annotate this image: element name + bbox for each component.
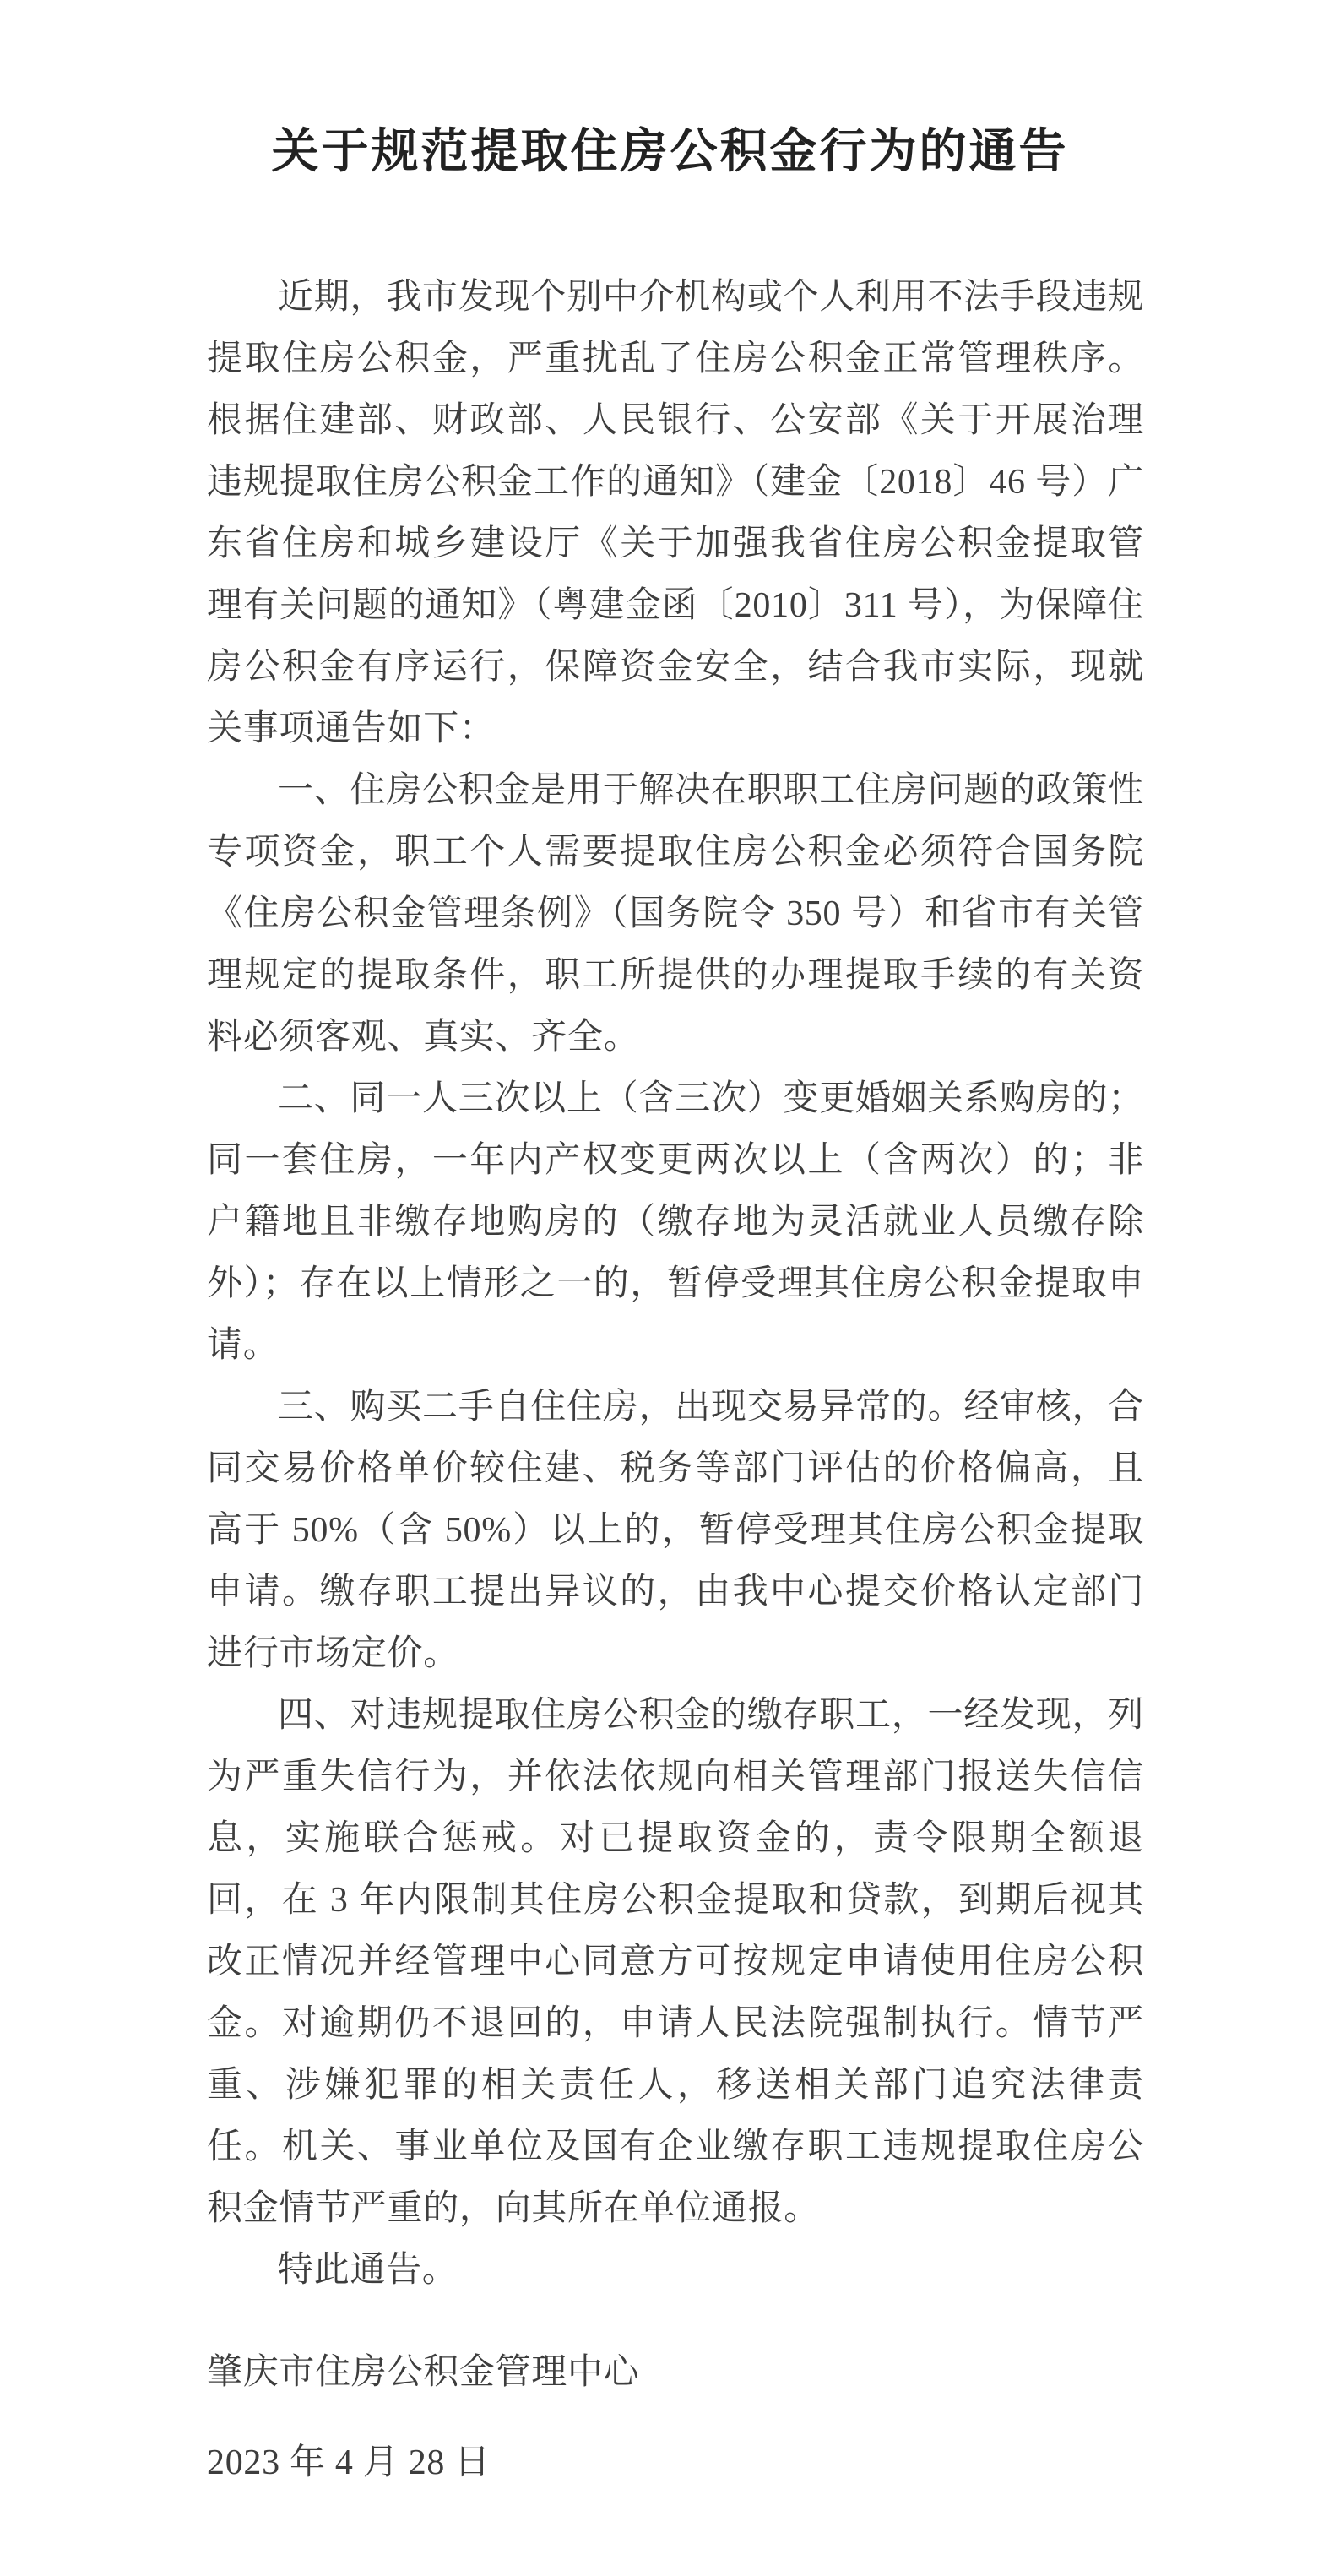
issuer-signature: 肇庆市住房公积金管理中心	[207, 2353, 640, 2392]
paragraph-item-2: 二、同一人三次以上（含三次）变更婚姻关系购房的；同一套住房，一年内产权变更两次以上（含两次）的；非户籍地且非缴存地购房的（缴存地为灵活就业人员缴存除外）；存在以上情形之一的，暂停受理其住房公积金提取申请。	[207, 1079, 1144, 1365]
paragraph-intro: 近期，我市发现个别中介机构或个人利用不法手段违规提取住房公积金，严重扰乱了住房公积金正常管理秩序。根据住建部、财政部、人民银行、公安部《关于开展治理违规提取住房公积金工作的通知》（建金〔2018〕46 号）广东省住房和城乡建设厅《关于加强我省住房公积金提取管理有关问题的通知》（粤建金函〔2010〕311 号），为保障住房公积金有序运行，保障资金安全，结合我市实际，现就关事项通告如下：	[207, 278, 1144, 748]
document-body	[207, 267, 1144, 2494]
paragraph-item-3: 三、购买二手自住住房，出现交易异常的。经审核，合同交易价格单价较住建、税务等部门评估的价格偏高，且高于 50%（含 50%）以上的，暂停受理其住房公积金提取申请。缴存职工提出异议的，由我中心提交价格认定部门进行市场定价。	[207, 1388, 1144, 1673]
paragraph-item-1: 一、住房公积金是用于解决在职职工住房问题的政策性专项资金，职工个人需要提取住房公积金必须符合国务院《住房公积金管理条例》（国务院令 350 号）和省市有关管理规定的提取条件，职工所提供的办理提取手续的有关资料必须客观、真实、齐全。	[207, 771, 1144, 1057]
paragraph-item-4: 四、对违规提取住房公积金的缴存职工，一经发现，列为严重失信行为，并依法依规向相关管理部门报送失信信息，实施联合惩戒。对已提取资金的，责令限期全额退回，在 3 年内限制其住房公积金提取和贷款，到期后视其改正情况并经管理中心同意方可按规定申请使用住房公积金。对逾期仍不退回的，申请人民法院强制执行。情节严重、涉嫌犯罪的相关责任人，移送相关部门追究法律责任。机关、事业单位及国有企业缴存职工违规提取住房公积金情节严重的，向其所在单位通报。	[207, 1696, 1144, 2228]
document-title: 关于规范提取住房公积金行为的通告	[271, 126, 1069, 178]
issue-date: 2023 年 4 月 28 日	[207, 2443, 491, 2482]
paragraph-closing: 特此通告。	[278, 2251, 458, 2290]
